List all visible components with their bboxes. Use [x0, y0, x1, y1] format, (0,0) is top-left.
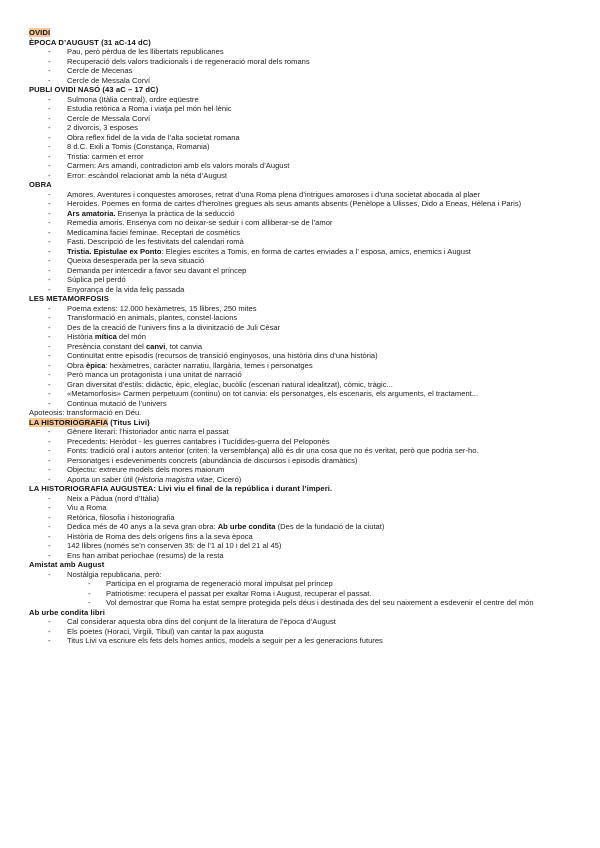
emphasis: canvi	[145, 341, 166, 351]
text: Presència constant del	[67, 341, 146, 351]
emphasis: Ab urbe condita	[217, 522, 276, 531]
list-item: - Estudia retòrica a Roma i viatja pel món hel·lènic	[29, 104, 577, 114]
list-item: - 8 d.C. Exili a Tomis (Constança, Romania)	[29, 142, 577, 152]
publi-heading: PUBLI OVIDI NASÓ (43 aC – 17 dC)	[29, 85, 159, 94]
epoca-heading: ÈPOCA D’AUGUST (31 aC-14 dC)	[29, 37, 151, 47]
title-suffix: (Titus Livi)	[108, 417, 150, 427]
emphasis: mítica	[94, 332, 117, 341]
list-item: - Heroides. Poemes en forma de cartes d’heroïnes gregues als seus amants absents (Penèlope a Ulisses, Dido a Eneas, Hèlena i Paris)	[29, 199, 577, 209]
text: Dedica més de 40 anys a la seva gran obra:	[67, 522, 218, 531]
list-item	[29, 332, 577, 342]
text: , Ciceró)	[212, 474, 242, 484]
sub-list-item: - Participa en el programa de regeneració moral impulsat pel príncep	[29, 579, 577, 589]
text: Història	[67, 332, 95, 341]
list-item: - Recuperació dels valors tradicionals i de regeneració moral dels romans	[29, 57, 577, 67]
list-item: - Cal considerar aquesta obra dins del conjunt de la literatura de l’època d’August	[29, 617, 577, 627]
list-item: - Carmen: Ars amandi, contradictori amb els valors morals d’August	[29, 161, 577, 171]
list-item: - 2 divorcis, 3 esposes	[29, 123, 577, 133]
list-item: - Fonts: tradició oral i autors anterior (criteri: la versemblança) allò és dir una cosa que no és veritat, però que podria ser-ho.	[29, 446, 577, 456]
list-item: - 142 llibres (només se’n conserven 35: de l’1 al 10 i del 21 al 45)	[29, 541, 577, 551]
list-item: - Cercle de Messala Corví	[29, 76, 577, 86]
list-item: - Precedents: Heròdot - les guerres cantabres i Tucídides-guerra del Peloponès	[29, 437, 577, 447]
list-item: - Ens han arribat periochae (resums) de la resta	[29, 551, 577, 561]
list-item: - Amores. Aventures i conquestes amoroses, retrat d’una Roma plena d’intrigues amoroses i d’una societat abocada al plaer	[29, 190, 577, 200]
text: Aporta un saber útil (	[67, 474, 138, 484]
list-item: - Medicamina faciei feminae. Receptari de cosmètics	[29, 228, 577, 238]
text: , tot canvia	[165, 341, 203, 351]
highlighted-title: LA HISTORIOGRAFIA	[29, 417, 109, 427]
list-item: - Personatges i esdeveniments concrets (abundància de discursos i episodis dramàtics)	[29, 456, 577, 466]
metamorfosis-heading: LES METAMORFOSIS	[29, 294, 109, 303]
list-item: - Poema extens: 12.000 hexàmetres, 15 llibres, 250 mites	[29, 304, 577, 314]
list-item: - Des de la creació de l’univers fins a la divinització de Juli Cèsar	[29, 323, 577, 333]
list-item: - «Metamorfosis» Carmen perpetuum (continu) on tot canvia: els personatges, els escenaris, els arguments, el tractament...	[29, 389, 577, 399]
list-item: - Enyorança de la vida feliç passada	[29, 285, 577, 295]
list-item: - Error: escàndol relacionat amb la néta d’August	[29, 171, 577, 181]
augustea-heading: LA HISTORIOGRAFIA AUGUSTEA: Livi viu el final de la república i durant l’imperi.	[29, 484, 333, 493]
list-item	[29, 475, 577, 485]
list-item	[29, 209, 577, 219]
list-item	[29, 342, 577, 352]
apoteosis-line: Apoteosis: transformació en Déu.	[29, 408, 142, 417]
list-item: - Història de Roma des dels orígens fins a la seva època	[29, 532, 577, 542]
list-item: - Continua mutació de l’univers	[29, 399, 577, 409]
sub-list-item: - Vol demostrar que Roma ha estat sempre protegida pels déus i destinada des del seu naixement a esdevenir el centre del món	[29, 598, 577, 608]
list-item: - Pau, però pèrdua de les llibertats republicanes	[29, 47, 577, 57]
list-item: - Súplica pel perdó	[29, 275, 577, 285]
tristia-title: Tristia. Epistulae ex Ponto	[67, 246, 162, 256]
obra-heading: OBRA	[29, 180, 52, 189]
list-item: - Tristia: carmen et error	[29, 152, 577, 162]
amistat-heading: Amistat amb August	[29, 560, 105, 569]
text: (Des de la fundació de la ciutat)	[275, 522, 385, 531]
emphasis: èpica	[86, 360, 106, 370]
list-item: - Però manca un protagonista i una unitat de narració	[29, 370, 577, 380]
document-page	[29, 28, 577, 646]
list-item: - Gènere literari: l’historiador antic narra el passat	[29, 427, 577, 437]
list-item: - Els poetes (Horaci, Virgili, Tibul) van cantar la pax augusta	[29, 627, 577, 637]
list-item	[29, 522, 577, 532]
list-item: - Transformació en animals, plantes, constel·lacions	[29, 313, 577, 323]
list-item: - Cercle de Messala Corví	[29, 114, 577, 124]
sub-list-item: - Patriotisme: recupera el passat per exaltar Roma i August, recuperar el passat.	[29, 589, 577, 599]
ars-title: Ars amatoria.	[67, 208, 116, 218]
tristia-text: : Elegies escrites a Tomis, en forma de cartes enviades a l’ esposa, amics, enemics i August	[161, 246, 471, 256]
italic-text: Historia magistra vitae	[137, 474, 213, 484]
historiografia-heading	[29, 418, 577, 428]
list-item	[29, 361, 577, 371]
list-item: - Cercle de Mecenas	[29, 66, 577, 76]
ovidi-heading: OVIDI	[29, 28, 51, 37]
list-item: - Continuïtat entre episodis (recursos de transició enginyosos, una història dins d’una història)	[29, 351, 577, 361]
abvrbe-heading: Ab urbe condita libri	[29, 607, 105, 617]
list-item: - Retòrica, filosofia i historiografia	[29, 513, 577, 523]
list-item: - Fasti. Descripció de les festivitats del calendari romà	[29, 237, 577, 247]
list-item: - Queixa desesperada per la seva situació	[29, 256, 577, 266]
list-item: - Remedia amoris. Ensenya com no deixar-se seduir i com alliberar-se de l’amor	[29, 218, 577, 228]
list-item: - Nostàlgia republicana, però:	[29, 570, 577, 580]
list-item: - Titus Livi va escriure els fets dels homes antics, models a seguir per a les generacions futures	[29, 636, 577, 646]
ars-text: Ensenya la pràctica de la seducció	[115, 208, 235, 218]
text: Obra	[67, 360, 86, 370]
list-item: - Objectiu: extreure models dels mores maiorum	[29, 465, 577, 475]
list-item: - Viu a Roma	[29, 503, 577, 513]
list-item: - Neix a Pàdua (nord d’Itàlia)	[29, 494, 577, 504]
text: : hexàmetres, caràcter narratiu, llargària, temes i personatges	[105, 360, 313, 370]
section-ovidi	[29, 28, 577, 38]
list-item	[29, 247, 577, 257]
list-item: - Obra reflex fidel de la vida de l’alta societat romana	[29, 133, 577, 143]
text: del món	[116, 332, 146, 341]
list-item: - Gran diversitat d’estils: didàctic, èpic, elegíac, bucòlic (escenari natural idealitzat), còmic, tràgic...	[29, 380, 577, 390]
list-item: - Demanda per intercedir a favor seu davant el príncep	[29, 266, 577, 276]
list-item: - Sulmona (Itàlia central), ordre eqüestre	[29, 95, 577, 105]
